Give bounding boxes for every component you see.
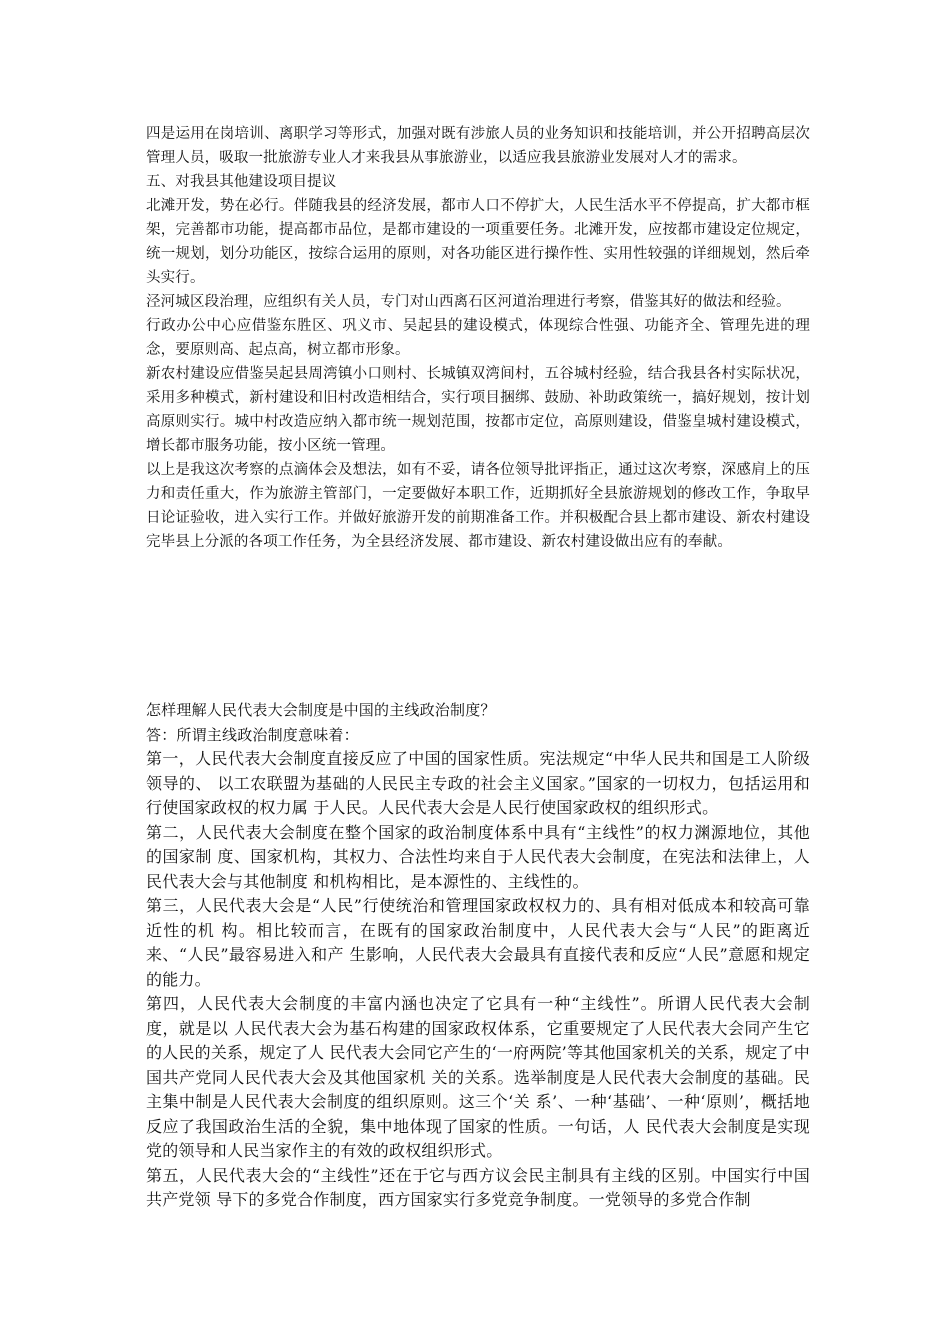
point-fourth: 第四，人民代表大会制度的丰富内涵也决定了它具有一种“主线性”。所谓人民代表大会制度，就是以 人民代表大会为基石构建的国家政权体系，它重要规定了人民代表大会同产生它的人民的关系，规定了人 民代表大会同它产生的‘一府两院’等其他国家机关的关系，规定了中国共产党同人民代表大会及其他国家机 关的关系。选举制度是人民代表大会制度的基础。民主集中制是人民代表大会制度的组织原则。这三个‘关 系’、一种‘基础’、一种‘原则’，概括地反应了我国政治生活的全貌，集中地体现了国家的性质。一句话，人 民代表大会制度是实现党的领导和人民当家作主的有效的政权组织形式。 — [146, 994, 810, 1160]
paragraph-talent-training: 四是运用在岗培训、离职学习等形式，加强对既有涉旅人员的业务知识和技能培训，并公开招聘高层次管理人员，吸取一批旅游专业人才来我县从事旅游业，以适应我县旅游业发展对人才的需求。 — [146, 126, 810, 166]
paragraph-conclusion: 以上是我这次考察的点滴体会及想法，如有不妥，请各位领导批评指正，通过这次考察，深感肩上的压力和责任重大，作为旅游主管部门，一定要做好本职工作，近期抓好全县旅游规划的修改工作，争取早日论证验收，进入实行工作。并做好旅游开发的前期准备工作。并积极配合县上都市建设、新农村建设完毕县上分派的各项工作任务，为全县经济发展、都市建设、新农村建设做出应有的奉献。 — [146, 462, 810, 550]
answer-intro: 答：所谓主线政治制度意味着： — [146, 725, 359, 744]
point-second: 第二，人民代表大会制度在整个国家的政治制度体系中具有“主线性”的权力渊源地位，其他的国家制 度、国家机构，其权力、合法性均来自于人民代表大会制度，在宪法和法律上，人民代表大会与其他制度 和机构相比，是本源性的、主线性的。 — [146, 822, 810, 891]
tourism-report-section — [146, 122, 810, 554]
point-third: 第三，人民代表大会是“人民”行使统治和管理国家政权权力的、具有相对低成本和较高可靠近性的机 构。相比较而言，在既有的国家政治制度中，人民代表大会与“人民”的距离近来、“人民”最容易进入和产 生影响，人民代表大会最具有直接代表和反应“人民”意愿和规定的能力。 — [146, 896, 810, 989]
paragraph-jinghe-river: 泾河城区段治理，应组织有关人员，专门对山西离石区河道治理进行考察，借鉴其好的做法和经验。 — [146, 294, 791, 310]
heading-other-projects: 五、对我县其他建设项目提议 — [146, 174, 337, 190]
point-fifth: 第五，人民代表大会的“主线性”还在于它与西方议会民主制具有主线的区别。中国实行中国共产党领 导下的多党合作制度，西方国家实行多党竞争制度。一党领导的多党合作制 — [146, 1165, 810, 1209]
paragraph-new-village: 新农村建设应借鉴吴起县周湾镇小口则村、长城镇双湾间村，五谷城村经验，结合我县各村实际状况，采用多种模式，新村建设和旧村改造相结合，实行项目捆绑、鼓励、补助政策统一，搞好规划，按计划高原则实行。城中村改造应纳入都市统一规划范围，按都市定位，高原则建设，借鉴皇城村建设模式，增长都市服务功能，按小区统一管理。 — [146, 366, 810, 454]
paragraph-beitan-development: 北滩开发，势在必行。伴随我县的经济发展，都市人口不停扩大，人民生活水平不停提高，扩大都市框架，完善都市功能，提高都市品位，是都市建设的一项重要任务。北滩开发，应按都市建设定位规定，统一规划，划分功能区，按综合运用的原则，对各功能区进行操作性、实用性较强的详细规划，然后牵头实行。 — [146, 198, 810, 286]
npc-question-section — [146, 698, 810, 1213]
point-first: 第一，人民代表大会制度直接反应了中国的国家性质。宪法规定“中华人民共和国是工人阶级领导的、 以工农联盟为基础的人民民主专政的社会主义国家。”国家的一切权力，包括运用和行使国家政权的权力属 于人民。人民代表大会是人民行使国家政权的组织形式。 — [146, 749, 810, 817]
question-title: 怎样理解人民代表大会制度是中国的主线政治制度？ — [146, 701, 496, 719]
paragraph-admin-center: 行政办公中心应借鉴东胜区、巩义市、吴起县的建设模式，体现综合性强、功能齐全、管理先进的理念，要原则高、起点高，树立都市形象。 — [146, 318, 810, 358]
